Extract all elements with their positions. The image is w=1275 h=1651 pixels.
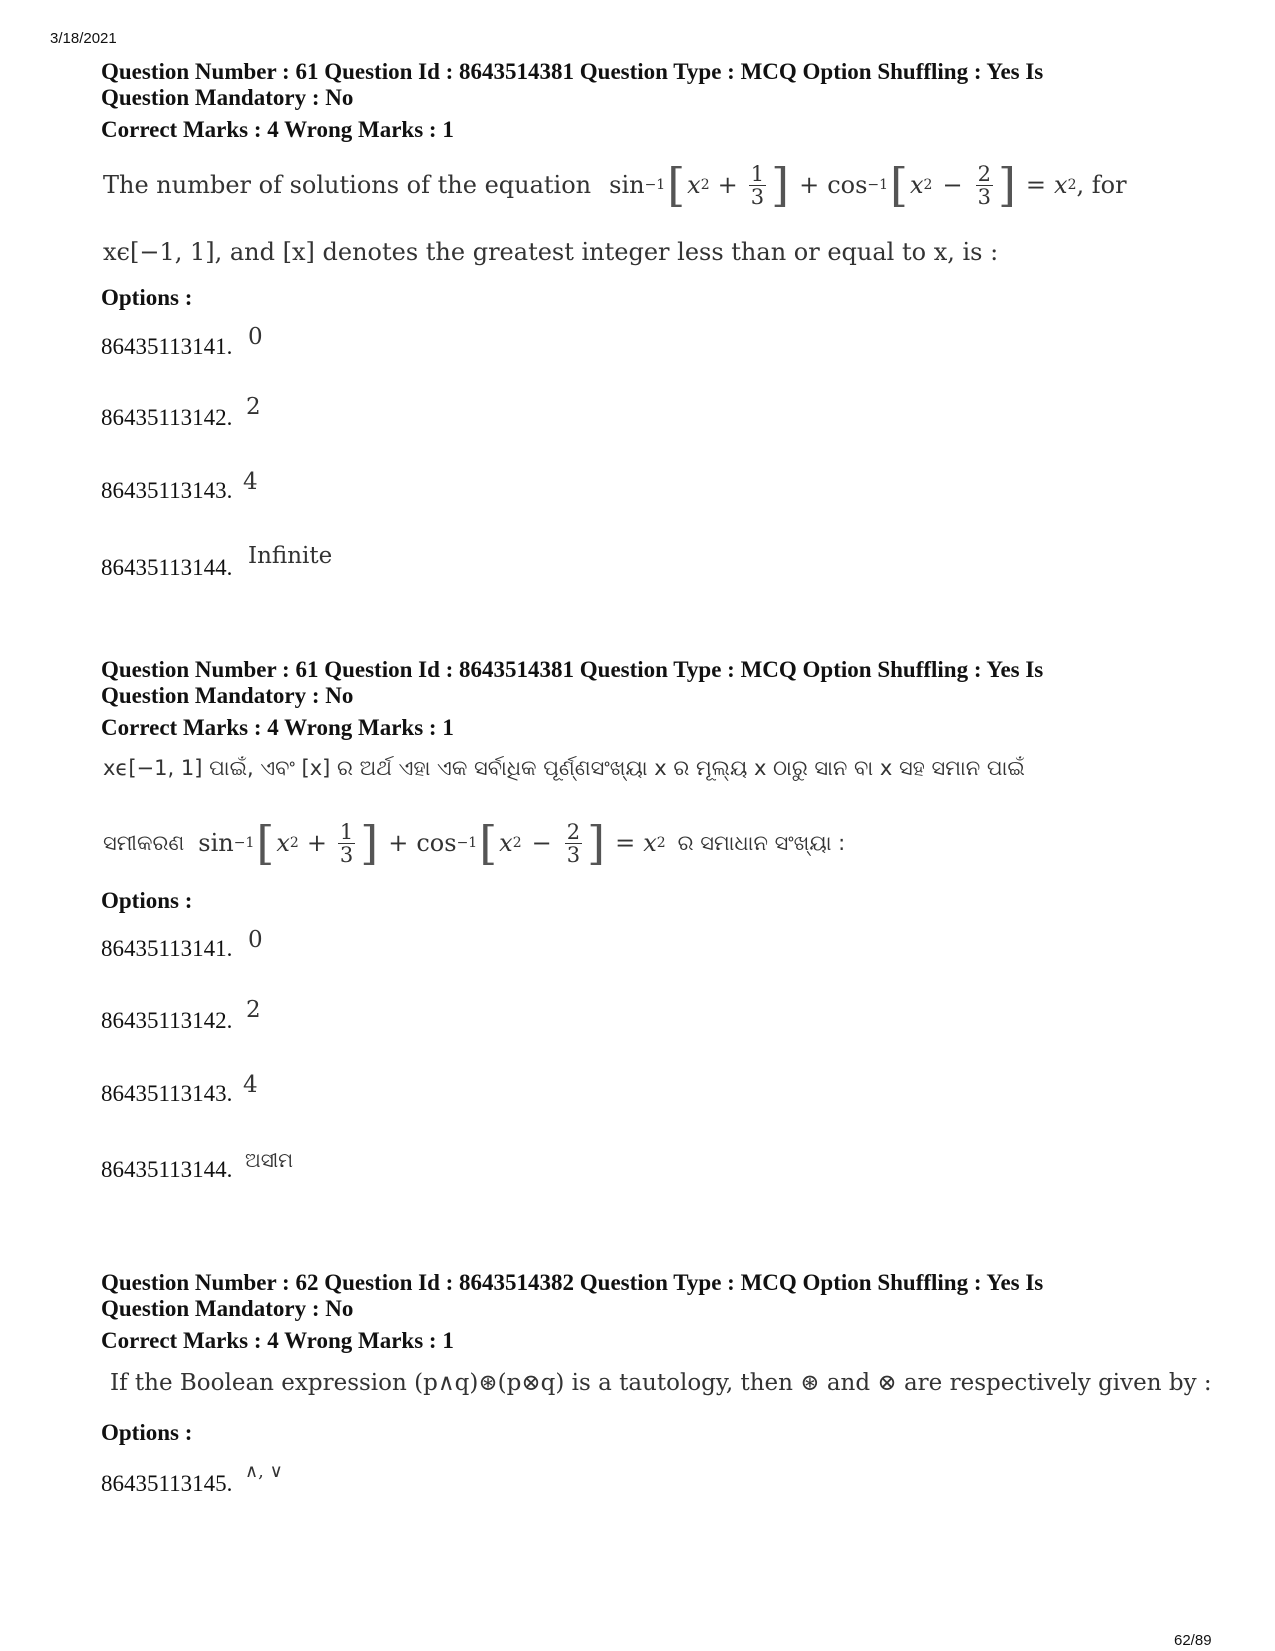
option-id: 86435113143. xyxy=(101,1081,233,1106)
question-header-cont: Question Mandatory : No xyxy=(101,1296,354,1321)
question-text-end: ର ସମାଧାନ ସଂଖ୍ୟା : xyxy=(677,830,846,855)
equation: sin −1 [ x 2 + $\frac{1}{3}$ ] + cos −1 [ x 2 − $\frac{2}{3}$ ] = x 2 xyxy=(198,816,666,870)
equation: sin −1 [ x 2 + $\frac{1}{3}$ ] + cos −1 [ x 2 − $\frac{2}{3}$ ] = x 2 xyxy=(609,158,1077,212)
question-text-intro: ସମୀକରଣ xyxy=(103,830,185,855)
question-text-line2: xϵ[−1, 1], and [x] denotes the greatest integer less than or equal to x, is : xyxy=(103,238,999,266)
option-value: ଅସୀମ xyxy=(245,1148,294,1172)
option-id: 86435113141. xyxy=(101,334,233,359)
option-value: 4 xyxy=(243,469,258,495)
question-header: Question Number : 62 Question Id : 8643514382 Question Type : MCQ Option Shuffling : Yes Is xyxy=(101,1270,1044,1295)
option-id: 86435113144. xyxy=(101,1157,233,1182)
question-text-intro: The number of solutions of the equation xyxy=(103,171,592,199)
option-value: 0 xyxy=(248,324,263,350)
question-marks: Correct Marks : 4 Wrong Marks : 1 xyxy=(101,715,454,740)
option-value: 2 xyxy=(246,394,261,420)
question-header-cont: Question Mandatory : No xyxy=(101,683,354,708)
question-header: Question Number : 61 Question Id : 8643514381 Question Type : MCQ Option Shuffling : Yes Is xyxy=(101,59,1044,84)
question-marks: Correct Marks : 4 Wrong Marks : 1 xyxy=(101,1328,454,1353)
option-id: 86435113142. xyxy=(101,1008,233,1033)
option-id: 86435113141. xyxy=(101,936,233,961)
question-text xyxy=(103,808,845,878)
option-id: 86435113144. xyxy=(101,555,233,580)
option-value: 2 xyxy=(246,997,261,1023)
question-text: If the Boolean expression (p∧q)⊛(p⊗q) is a tautology, then ⊛ and ⊗ are respectively given by : xyxy=(110,1370,1212,1396)
question-text xyxy=(103,150,1127,220)
options-label: Options : xyxy=(101,888,193,913)
options-label: Options : xyxy=(101,1420,193,1445)
option-value: Infinite xyxy=(248,543,333,569)
option-value: 0 xyxy=(248,927,263,953)
options-label: Options : xyxy=(101,285,193,310)
question-text-line1: xϵ[−1, 1] ପାଇଁ, ଏବଂ [x] ର ଅର୍ଥ ଏହା ଏକ ସର୍ବାଧିକ ପୂର୍ଣ୍ଣସଂଖ୍ୟା x ର ମୂଲ୍ୟ x ଠାରୁ ସାନ ବା x ସହ ସମାନ ପାଇଁ xyxy=(103,756,1025,780)
page-number: 62/89 xyxy=(1174,1632,1212,1649)
option-id: 86435113142. xyxy=(101,405,233,430)
print-date: 3/18/2021 xyxy=(50,30,117,47)
question-header: Question Number : 61 Question Id : 8643514381 Question Type : MCQ Option Shuffling : Yes Is xyxy=(101,657,1044,682)
question-marks: Correct Marks : 4 Wrong Marks : 1 xyxy=(101,117,454,142)
option-id: 86435113145. xyxy=(101,1471,233,1496)
option-value: 4 xyxy=(243,1072,258,1098)
question-text-for: , for xyxy=(1076,171,1127,199)
question-header-cont: Question Mandatory : No xyxy=(101,85,354,110)
option-id: 86435113143. xyxy=(101,478,233,503)
option-value: ∧, ∨ xyxy=(245,1461,283,1482)
